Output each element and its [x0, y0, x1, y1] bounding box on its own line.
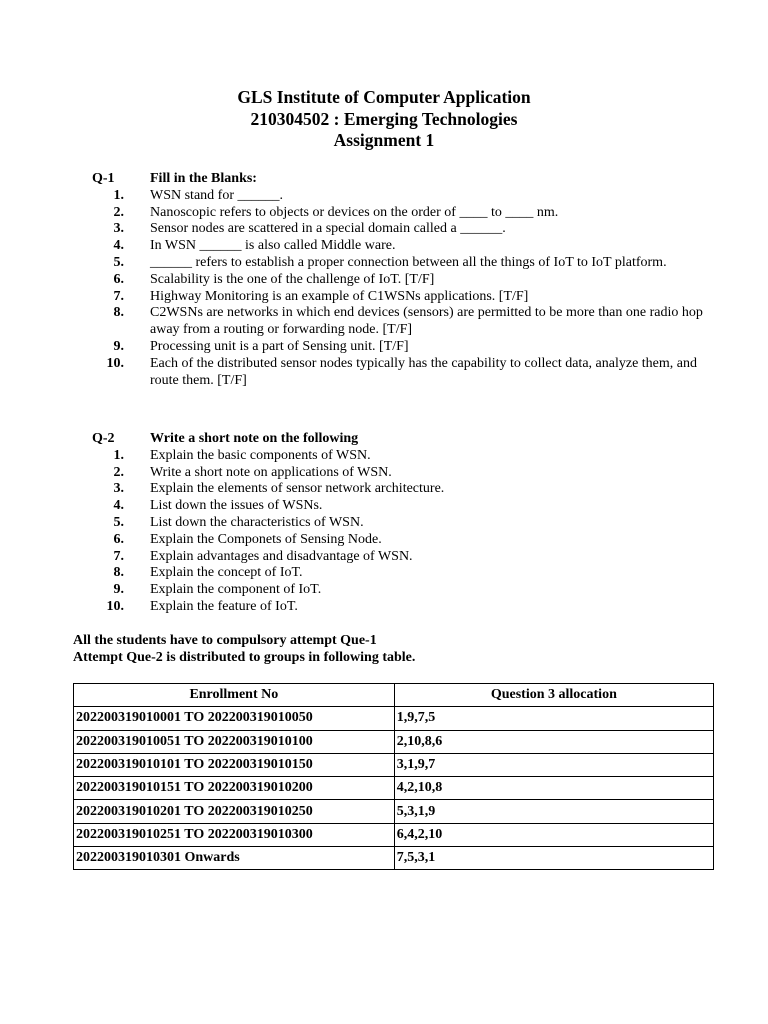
question-title: Fill in the Blanks: — [150, 171, 257, 186]
list-item — [0, 339, 768, 356]
item-number: 4. — [113, 238, 124, 254]
question-allocation: 4,2,10,8 — [394, 777, 713, 800]
table-row — [74, 800, 714, 823]
list-item — [0, 238, 768, 255]
allocation-table — [73, 683, 714, 870]
enrollment-range: 202200319010151 TO 202200319010200 — [74, 777, 395, 800]
item-text: Each of the distributed sensor nodes typically has the capability to collect data, analyze them, and route them. [T/F] — [150, 355, 697, 388]
list-item — [0, 205, 768, 222]
enrollment-range: 202200319010001 TO 202200319010050 — [74, 707, 395, 730]
item-number: 7. — [113, 548, 124, 564]
list-item — [0, 532, 768, 549]
item-text: Explain the component of IoT. — [150, 582, 322, 598]
list-item — [0, 582, 768, 599]
question-2-section — [0, 431, 768, 616]
enrollment-range: 202200319010251 TO 202200319010300 — [74, 823, 395, 846]
course-title: 210304502 : Emerging Technologies — [250, 108, 518, 129]
question-allocation: 6,4,2,10 — [394, 823, 713, 846]
item-text: Explain the basic components of WSN. — [150, 447, 371, 463]
item-text: Nanoscopic refers to objects or devices on the order of ____ to ____ nm. — [150, 204, 559, 220]
table-row — [74, 707, 714, 730]
column-header-allocation: Question 3 allocation — [394, 684, 713, 707]
list-item — [0, 549, 768, 566]
item-text: Processing unit is a part of Sensing unit. [T/F] — [150, 338, 409, 354]
table-row — [74, 777, 714, 800]
document-header — [0, 87, 768, 152]
item-text: Explain the elements of sensor network architecture. — [150, 481, 445, 497]
table-row — [74, 847, 714, 870]
question-number: Q-1 — [92, 171, 115, 186]
table-row — [74, 823, 714, 846]
item-number: 9. — [113, 338, 124, 354]
list-item — [0, 565, 768, 582]
list-item — [0, 515, 768, 532]
instructions — [73, 633, 415, 667]
item-number: 7. — [113, 288, 124, 304]
list-item — [0, 289, 768, 306]
item-text: Explain the feature of IoT. — [150, 598, 298, 614]
question-1-section — [0, 171, 768, 389]
item-text: Highway Monitoring is an example of C1WSNs applications. [T/F] — [150, 288, 529, 304]
table-header-row — [74, 684, 714, 707]
item-number: 10. — [106, 598, 124, 614]
item-number: 9. — [113, 582, 124, 598]
item-number: 8. — [113, 565, 124, 581]
item-number: 2. — [113, 204, 124, 220]
item-text: Explain the concept of IoT. — [150, 565, 303, 581]
item-text: List down the characteristics of WSN. — [150, 514, 364, 530]
column-header-enrollment: Enrollment No — [74, 684, 395, 707]
list-item — [0, 305, 768, 339]
list-item — [0, 272, 768, 289]
item-number: 2. — [113, 464, 124, 480]
item-text: WSN stand for ______. — [150, 187, 283, 203]
question-allocation: 7,5,3,1 — [394, 847, 713, 870]
item-number: 6. — [113, 531, 124, 547]
item-text: List down the issues of WSNs. — [150, 498, 323, 514]
list-item — [0, 221, 768, 238]
item-text: Explain the Componets of Sensing Node. — [150, 531, 382, 547]
item-number: 3. — [113, 221, 124, 237]
enrollment-range: 202200319010201 TO 202200319010250 — [74, 800, 395, 823]
enrollment-range: 202200319010051 TO 202200319010100 — [74, 730, 395, 753]
item-number: 1. — [113, 447, 124, 463]
list-item — [0, 465, 768, 482]
question-allocation: 1,9,7,5 — [394, 707, 713, 730]
item-text: In WSN ______ is also called Middle ware. — [150, 238, 396, 254]
item-text: Sensor nodes are scattered in a special domain called a ______. — [150, 221, 506, 237]
enrollment-range: 202200319010101 TO 202200319010150 — [74, 753, 395, 776]
list-item — [0, 188, 768, 205]
question-allocation: 3,1,9,7 — [394, 753, 713, 776]
item-number: 5. — [113, 254, 124, 270]
item-number: 4. — [113, 498, 124, 514]
institute-title: GLS Institute of Computer Application — [237, 87, 531, 107]
item-text: C2WSNs are networks in which end devices (sensors) are permitted to be more than one radio hop away from a routing or forwarding node. [T/F] — [150, 305, 703, 338]
list-item — [0, 255, 768, 272]
question-2-heading — [0, 431, 768, 448]
list-item — [0, 448, 768, 465]
item-number: 10. — [106, 355, 124, 371]
question-1-heading — [0, 171, 768, 188]
table-row — [74, 753, 714, 776]
item-number: 1. — [113, 187, 124, 203]
item-text: Write a short note on applications of WSN. — [150, 464, 392, 480]
question-title: Write a short note on the following — [150, 431, 359, 446]
item-number: 5. — [113, 514, 124, 530]
question-allocation: 2,10,8,6 — [394, 730, 713, 753]
item-text: ______ refers to establish a proper connection between all the things of IoT to IoT platform. — [150, 254, 667, 270]
question-allocation: 5,3,1,9 — [394, 800, 713, 823]
list-item — [0, 599, 768, 616]
question-number: Q-2 — [92, 431, 115, 446]
instruction-line: Attempt Que-2 is distributed to groups in following table. — [73, 649, 416, 665]
item-number: 6. — [113, 271, 124, 287]
item-number: 8. — [113, 305, 124, 321]
item-text: Scalability is the one of the challenge of IoT. [T/F] — [150, 271, 435, 287]
instruction-line: All the students have to compulsory attempt Que-1 — [73, 633, 377, 648]
table-row — [74, 730, 714, 753]
enrollment-range: 202200319010301 Onwards — [74, 847, 395, 870]
list-item — [0, 498, 768, 515]
assignment-title: Assignment 1 — [333, 130, 435, 150]
list-item — [0, 481, 768, 498]
item-text: Explain advantages and disadvantage of WSN. — [150, 548, 413, 564]
list-item — [0, 356, 768, 390]
item-number: 3. — [113, 481, 124, 497]
